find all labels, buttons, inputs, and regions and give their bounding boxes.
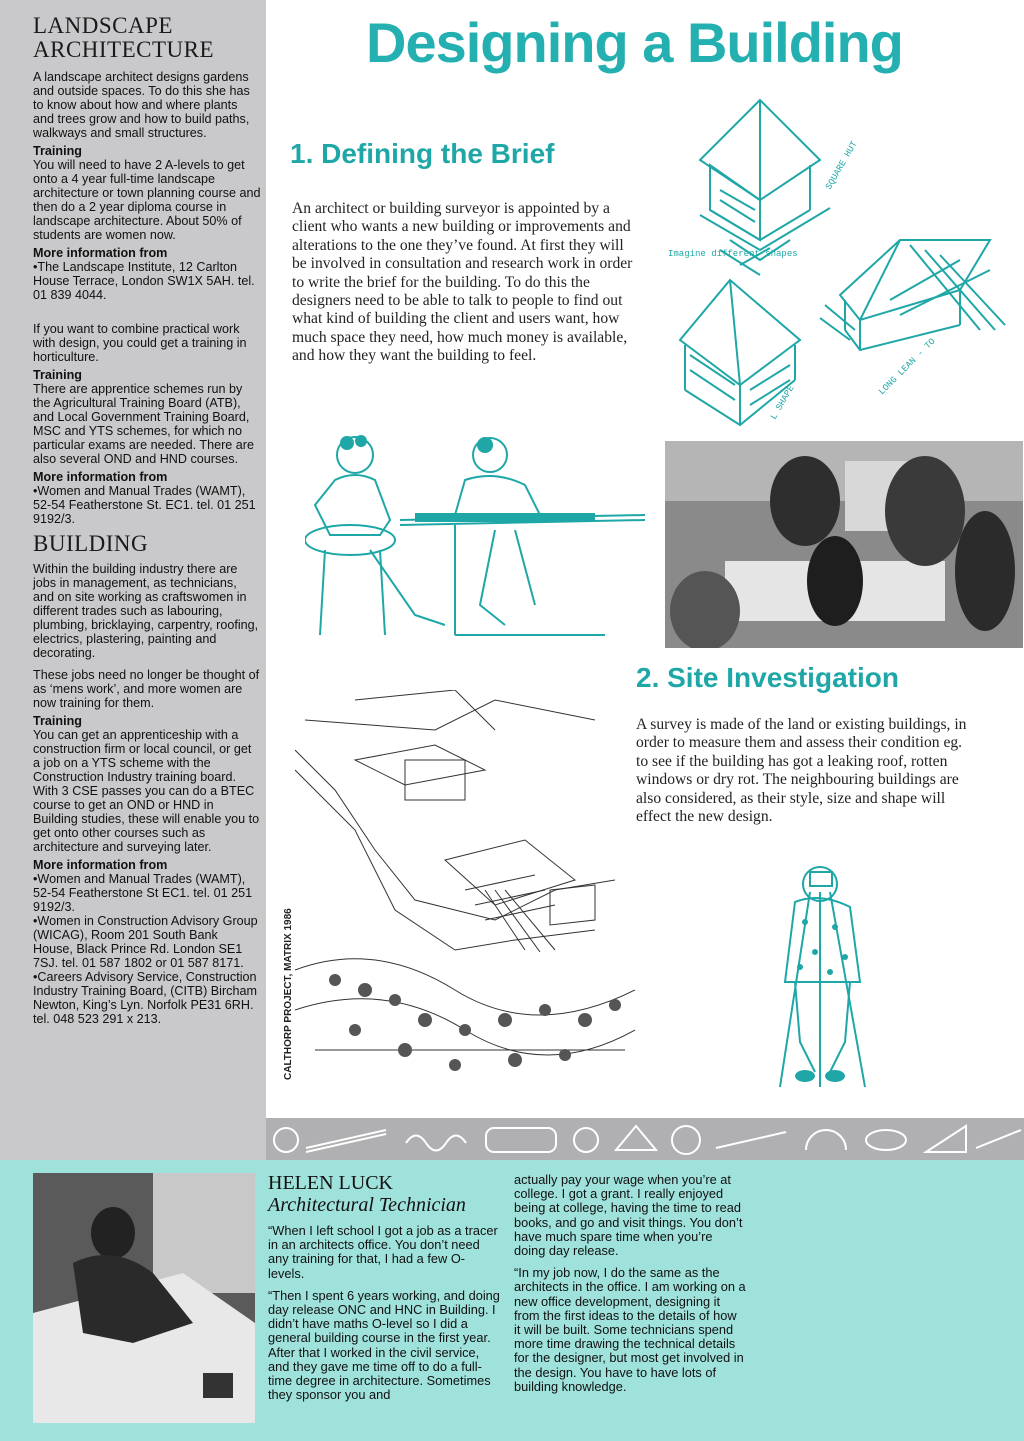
section2-body: A survey is made of the land or existing buildings, in order to measure them and assess their condition eg. to see if the building has got a leaking roof, rotten windows or dry rot. The neighbouring buildings are also considered, as their style, size and shape will effect the new design. [636, 716, 967, 826]
sidebar-content [33, 14, 261, 1026]
building-training-title: Training [33, 714, 82, 728]
building-more-title: More information from [33, 858, 168, 872]
building-intro: Within the building industry there are jobs in management, as technicians, and on site working as craftswomen in different trades such as labouring, plumbing, bricklaying, carpentry, roofing, electrics, plastering, painting and decorating. [33, 562, 259, 660]
surveyor-drawing [760, 862, 880, 1092]
section1-body: An architect or building surveyor is appointed by a client who wants a new building or improvements and alterations to the one they’ve found. At first they will be involved in consultation and research work in order to write the brief for the building. To do this the designers need to be able to talk to people to find out what kind of building the client and users want, how much space they need, how much money is available, and how they want the building to feel. [292, 200, 633, 365]
profile-role: Architectural Technician [268, 1194, 466, 1216]
profile-name: HELEN LUCK [268, 1172, 393, 1194]
l-shape-label: L SHAPE [768, 383, 797, 422]
profile-photo [33, 1173, 255, 1423]
sketch-caption: CALTHORP PROJECT, MATRIX 1986 [283, 908, 294, 1080]
tools-strip [266, 1118, 1024, 1160]
landscape-training-text: You will need to have 2 A-levels to get onto a 4 year full-time landscape architecture or town planning course and then do a 2 year diploma course in landscape architecture. About 50% of students are women now. [33, 158, 261, 242]
building-more-item: • Careers Advisory Service, Construction Industry Training Board, (CITB) Bircham Newton, King’s Lyn. Norfolk PE31 6RH. tel. 048 523 291 x 213. [33, 970, 261, 1026]
profile-column-1 [268, 1224, 500, 1402]
section2-title: 2. Site Investigation [636, 662, 899, 693]
square-hut-label: SQUARE HUT [823, 139, 860, 192]
horticulture-more-title: More information from [33, 470, 168, 484]
horticulture-more-item: • Women and Manual Trades (WAMT), 52-54 Featherstone St. EC1. tel. 01 251 9192/3. [33, 484, 261, 526]
profile-paragraph: actually pay your wage when you’re at college. I got a grant. I really enjoyed being at college, having the time to read books, and go and visit things. You don’t have much spare time when you’re doing day release. [514, 1172, 743, 1259]
profile-paragraph: “Then I spent 6 years working, and doing day release ONC and HNC in Building. I didn’t have maths O-level so I did a general building course in the first year. After that I worked in the civil service, and they gave me time off to do a full-time degree in architecture. Sometimes they sponsor you and [268, 1287, 500, 1403]
page-title: Designing a Building [366, 11, 903, 74]
landscape-more-item: • The Landscape Institute, 12 Carlton House Terrace, London SW1X 5AH. tel. 01 839 4044. [33, 260, 261, 302]
landscape-more-title: More information from [33, 246, 168, 260]
building-heading: BUILDING [33, 531, 149, 556]
section1-title: 1. Defining the Brief [290, 138, 555, 169]
landscape-intro: A landscape architect designs gardens and outside spaces. To do this she has to know about how and where plants and trees grow and how to build paths, walkways and small structures. [33, 70, 250, 140]
building-more-item: • Women in Construction Advisory Group (WICAG), Room 201 South Bank House, Black Prince Rd. London SE1 7SJ. tel. 01 587 1802 or 01 587 8171. [33, 914, 261, 970]
shapes-caption: Imagine different shapes [668, 249, 798, 259]
horticulture-training-title: Training [33, 368, 82, 382]
profile-paragraph: “In my job now, I do the same as the architects in the office. I am working on a new office development, designing it from the first ideas to the details of how it will be built. Some technicians spend more time drawing the technical details for the designer, but most get involved in the design. You have to have lots of building knowledge. [514, 1265, 746, 1394]
building-training-text: You can get an apprenticeship with a construction firm or local council, or get a job on a YTS scheme with the Construction Industry training board. With 3 CSE passes you can do a BTEC course to get an OND or HND in Building studies, these will enable you to get onto other courses such as architecture and surveying later. [33, 728, 260, 854]
profile-paragraph: “When I left school I got a job as a tracer in an architects office. You don’t need any training for that, I had a few O-levels. [268, 1223, 498, 1281]
site-photo [665, 441, 1023, 648]
landscape-heading: LANDSCAPE ARCHITECTURE [33, 13, 215, 62]
sidebar [0, 0, 266, 1160]
long-lean-to-label: LONG LEAN - TO [877, 336, 938, 398]
horticulture-text: If you want to combine practical work with design, you could get a training in horticulture. [33, 322, 247, 364]
landscape-training-title: Training [33, 144, 82, 158]
profile-column-2 [514, 1173, 746, 1394]
horticulture-training-text: There are apprentice schemes run by the Agricultural Training Board (ATB), and Local Government Training Board, MSC and YTS schemes, for which no particular exams are needed. There are also several OND and HND courses. [33, 382, 254, 466]
calthorp-sketch [295, 690, 635, 1090]
building-mens-work: These jobs need no longer be thought of as ‘mens work’, and more women are now training for them. [33, 668, 260, 710]
consultation-drawing [305, 425, 650, 650]
building-more-item: • Women and Manual Trades (WAMT), 52-54 Featherstone St EC1. tel. 01 251 9192/3. [33, 872, 261, 914]
building-shapes-drawing [660, 90, 1024, 440]
